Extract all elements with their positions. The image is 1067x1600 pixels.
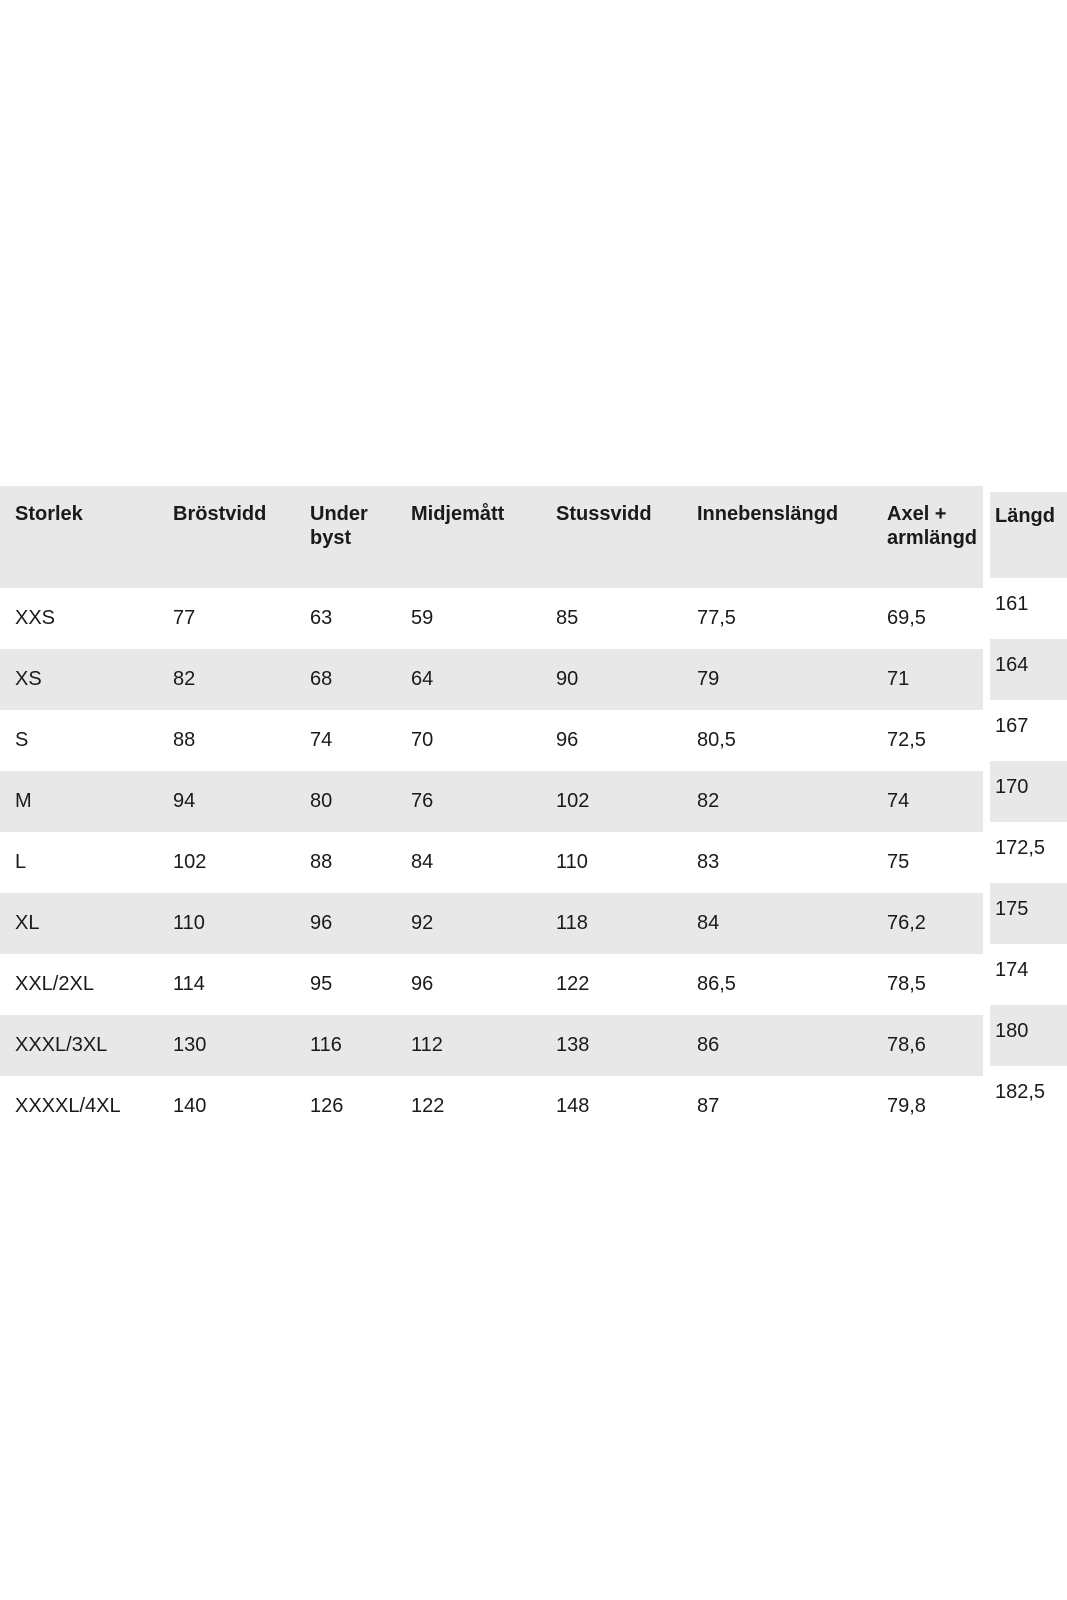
cell: 122 xyxy=(556,973,590,995)
size-label: XXL/2XL xyxy=(15,973,94,995)
size-label: S xyxy=(15,729,29,751)
cell: 96 xyxy=(310,912,333,934)
cell: 102 xyxy=(173,851,207,873)
cell: 90 xyxy=(556,668,579,690)
cell: 76 xyxy=(411,790,434,812)
cell: 86 xyxy=(697,1034,720,1056)
cell: 172,5 xyxy=(995,837,1046,859)
column-header-brostvidd: Bröstvidd xyxy=(173,503,267,525)
cell: 64 xyxy=(411,668,434,690)
cell: 63 xyxy=(310,607,333,629)
cell: 118 xyxy=(556,912,588,934)
cell: 78,6 xyxy=(887,1034,926,1056)
cell: 112 xyxy=(411,1034,443,1056)
cell: 116 xyxy=(310,1034,342,1056)
langd-values xyxy=(990,578,1067,1127)
cell: 110 xyxy=(556,851,588,873)
column-header-storlek: Storlek xyxy=(15,503,83,525)
cell: 85 xyxy=(556,607,579,629)
cell: 88 xyxy=(310,851,333,873)
size-label: XXXL/3XL xyxy=(15,1034,108,1056)
cell: 96 xyxy=(411,973,434,995)
cell: 71 xyxy=(887,668,910,690)
table-row-xxl-2xl xyxy=(0,954,983,1015)
cell: 110 xyxy=(173,912,205,934)
size-label: XS xyxy=(15,668,42,690)
table-row-xs xyxy=(0,649,983,710)
cell: 68 xyxy=(310,668,333,690)
cell: 114 xyxy=(173,973,205,995)
size-label: XXS xyxy=(15,607,56,629)
cell: 138 xyxy=(556,1034,590,1056)
cell: 59 xyxy=(411,607,434,629)
cell: 86,5 xyxy=(697,973,736,995)
cell: 82 xyxy=(173,668,196,690)
column-header-midjematt: Midjemått xyxy=(411,503,505,525)
cell: 69,5 xyxy=(887,607,926,629)
size-chart-table xyxy=(0,486,983,1137)
cell: 87 xyxy=(697,1095,720,1117)
column-header-under-byst: Under byst xyxy=(310,503,368,549)
size-label: XXXXL/4XL xyxy=(15,1095,121,1117)
column-header-langd: Längd xyxy=(990,492,1067,578)
cell: 80 xyxy=(310,790,333,812)
cell: 70 xyxy=(411,729,434,751)
column-header-stussvidd: Stussvidd xyxy=(556,503,652,525)
cell: 83 xyxy=(697,851,720,873)
cell: 140 xyxy=(173,1095,207,1117)
table-row-s xyxy=(0,710,983,771)
cell: 78,5 xyxy=(887,973,926,995)
header-row xyxy=(0,486,983,588)
table-row-m xyxy=(0,771,983,832)
cell: 92 xyxy=(411,912,434,934)
cell: 126 xyxy=(310,1095,344,1117)
table-row-xxxl-3xl xyxy=(0,1015,983,1076)
cell: 174 xyxy=(995,959,1029,981)
cell: 74 xyxy=(887,790,910,812)
cell: 170 xyxy=(990,761,1067,822)
column-header-axel-armlangd: Axel + armlängd xyxy=(887,503,978,549)
cell: 79,8 xyxy=(887,1095,926,1117)
cell: 96 xyxy=(556,729,579,751)
cell: 82 xyxy=(697,790,720,812)
cell: 182,5 xyxy=(995,1081,1046,1103)
cell: 122 xyxy=(411,1095,445,1117)
cell: 79 xyxy=(697,668,720,690)
table-row-xxxxl-4xl xyxy=(0,1076,983,1137)
cell: 95 xyxy=(310,973,333,995)
table-row-xxs xyxy=(0,588,983,649)
cell: 130 xyxy=(173,1034,207,1056)
cell: 75 xyxy=(887,851,910,873)
cell: 175 xyxy=(990,883,1067,944)
cell: 161 xyxy=(995,593,1029,615)
cell: 74 xyxy=(310,729,333,751)
column-header-innebenslangd: Innebenslängd xyxy=(697,503,839,525)
size-label: M xyxy=(15,790,32,812)
cell: 148 xyxy=(556,1095,590,1117)
cell: 76,2 xyxy=(887,912,926,934)
cell: 77,5 xyxy=(697,607,736,629)
cell: 77 xyxy=(173,607,196,629)
cell: 80,5 xyxy=(697,729,736,751)
cell: 94 xyxy=(173,790,196,812)
cell: 180 xyxy=(990,1005,1067,1066)
cell: 72,5 xyxy=(887,729,926,751)
table-row-xl xyxy=(0,893,983,954)
cell: 84 xyxy=(697,912,720,934)
cell: 84 xyxy=(411,851,434,873)
langd-column xyxy=(990,492,1067,1127)
cell: 164 xyxy=(990,639,1067,700)
size-label: L xyxy=(15,851,27,873)
cell: 167 xyxy=(995,715,1029,737)
cell: 88 xyxy=(173,729,196,751)
size-label: XL xyxy=(15,912,40,934)
table-row-l xyxy=(0,832,983,893)
cell: 102 xyxy=(556,790,590,812)
